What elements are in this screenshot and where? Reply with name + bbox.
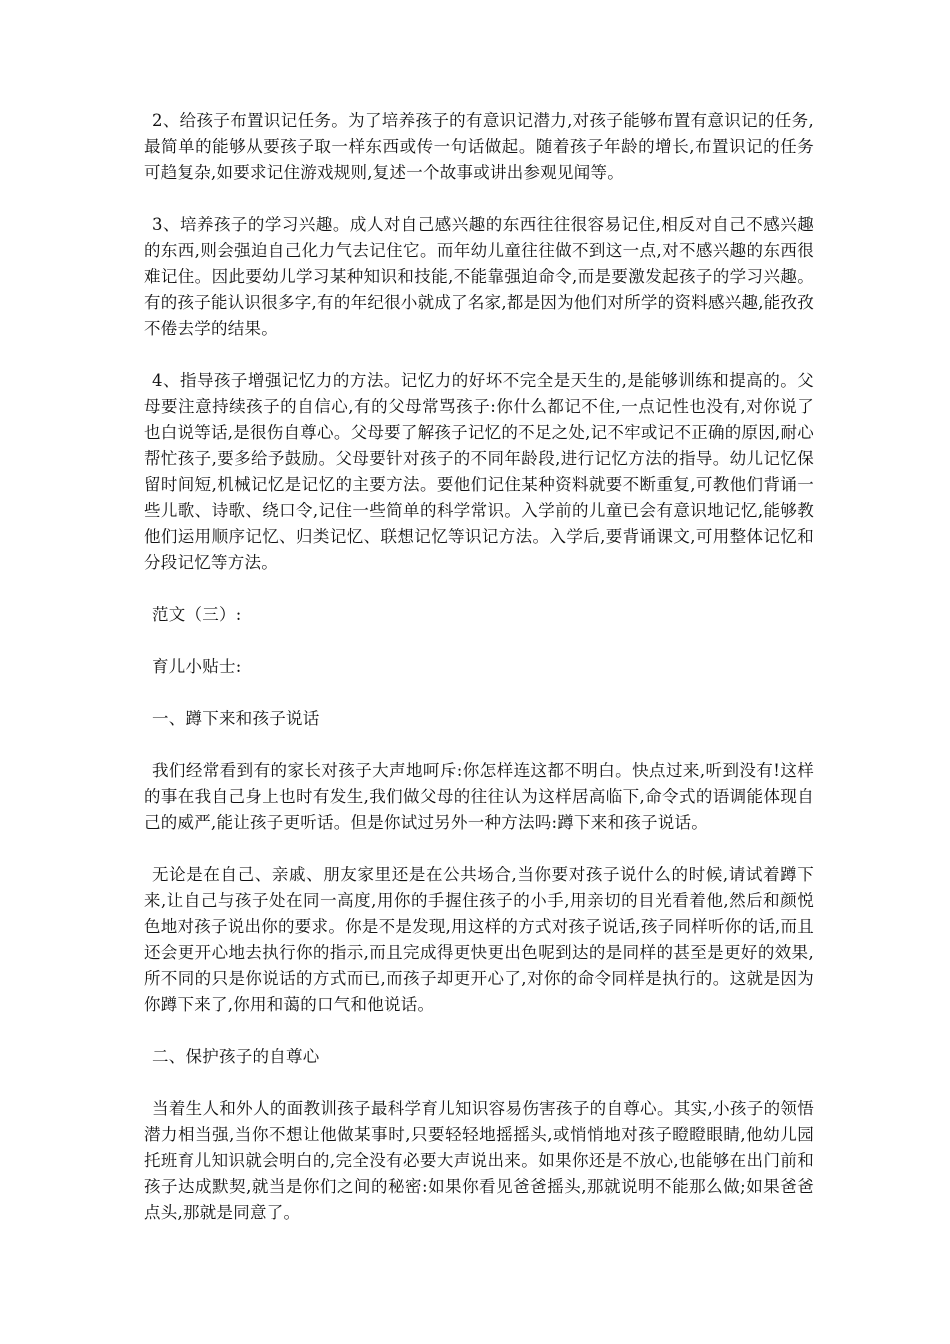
section-label-example-three: 范文（三）:	[152, 605, 242, 624]
paragraph-crouch-detail: 无论是在自己、亲戚、朋友家里还是在公共场合,当你要对孩子说什么的时候,请试着蹲下来,让自己与孩子处在同一高度,用你的手握住孩子的小手,用亲切的目光看着他,然后和颜悦色地对孩子说出你的要求。你是不是发现,用这样的方式对孩子说话,孩子同样听你的话,而且还会更开心地去执行你的指示,而且完成得更快更出色呢到达的是同样的甚至是更好的效果,所不同的只是你说话的方式而已,而孩子却更开心了,对你的命令同样是执行的。这就是因为你蹲下来了,你用和蔼的口气和他说话。	[144, 865, 814, 1014]
paragraph-memory-method: 4、指导孩子增强记忆力的方法。记忆力的好坏不完全是天生的,是能够训练和提高的。父母要注意持续孩子的自信心,有的父母常骂孩子:你什么都记不住,一点记性也没有,对你说了也白说等话,是很伤自尊心。父母要了解孩子记忆的不足之处,记不牢或记不正确的原因,耐心帮忙孩子,要多给予鼓励。父母要针对孩子的不同年龄段,进行记忆方法的指导。幼儿记忆保留时间短,机械记忆是记忆的主要方法。要他们记住某种资料就要不断重复,可教他们背诵一些儿歌、诗歌、绕口令,记住一些简单的科学常识。入学前的儿童已会有意识地记忆,能够教他们运用顺序记忆、归类记忆、联想记忆等识记方法。入学后,要背诵课文,可用整体记忆和分段记忆等方法。	[144, 371, 814, 572]
heading-self-esteem: 二、保护孩子的自尊心	[152, 1047, 320, 1066]
section-label-parenting-tips: 育儿小贴士:	[152, 657, 242, 676]
paragraph-memory-task: 2、给孩子布置识记任务。为了培养孩子的有意识记潜力,对孩子能够布置有意识记的任务,最简单的能够从要孩子取一样东西或传一句话做起。随着孩子年龄的增长,布置识记的任务可趋复杂,如要求记住游戏规则,复述一个故事或讲出参观见闻等。	[144, 111, 814, 182]
paragraph-self-esteem: 当着生人和外人的面教训孩子最科学育儿知识容易伤害孩子的自尊心。其实,小孩子的领悟潜力相当强,当你不想让他做某事时,只要轻轻地摇摇头,或悄悄地对孩子瞪瞪眼睛,他幼儿园托班育儿知识就会明白的,完全没有必要大声说出来。如果你还是不放心,也能够在出门前和孩子达成默契,就当是你们之间的秘密:如果你看见爸爸摇头,那就说明不能那么做;如果爸爸点头,那就是同意了。	[144, 1099, 814, 1222]
paragraph-crouch-intro: 我们经常看到有的家长对孩子大声地呵斥:你怎样连这都不明白。快点过来,听到没有!这样的事在我自己身上也时有发生,我们做父母的往往认为这样居高临下,命令式的语调能体现自己的威严,能让孩子更听话。但是你试过另外一种方法吗:蹲下来和孩子说话。	[144, 761, 814, 832]
heading-crouch-down: 一、蹲下来和孩子说话	[152, 709, 320, 728]
paragraph-learning-interest: 3、培养孩子的学习兴趣。成人对自己感兴趣的东西往往很容易记住,相反对自己不感兴趣的东西,则会强迫自己化力气去记住它。而年幼儿童往往做不到这一点,对不感兴趣的东西很难记住。因此要幼儿学习某种知识和技能,不能靠强迫命令,而是要激发起孩子的学习兴趣。有的孩子能认识很多字,有的年纪很小就成了名家,都是因为他们对所学的资料感兴趣,能孜孜不倦去学的结果。	[144, 215, 814, 338]
document-page	[144, 108, 814, 1252]
